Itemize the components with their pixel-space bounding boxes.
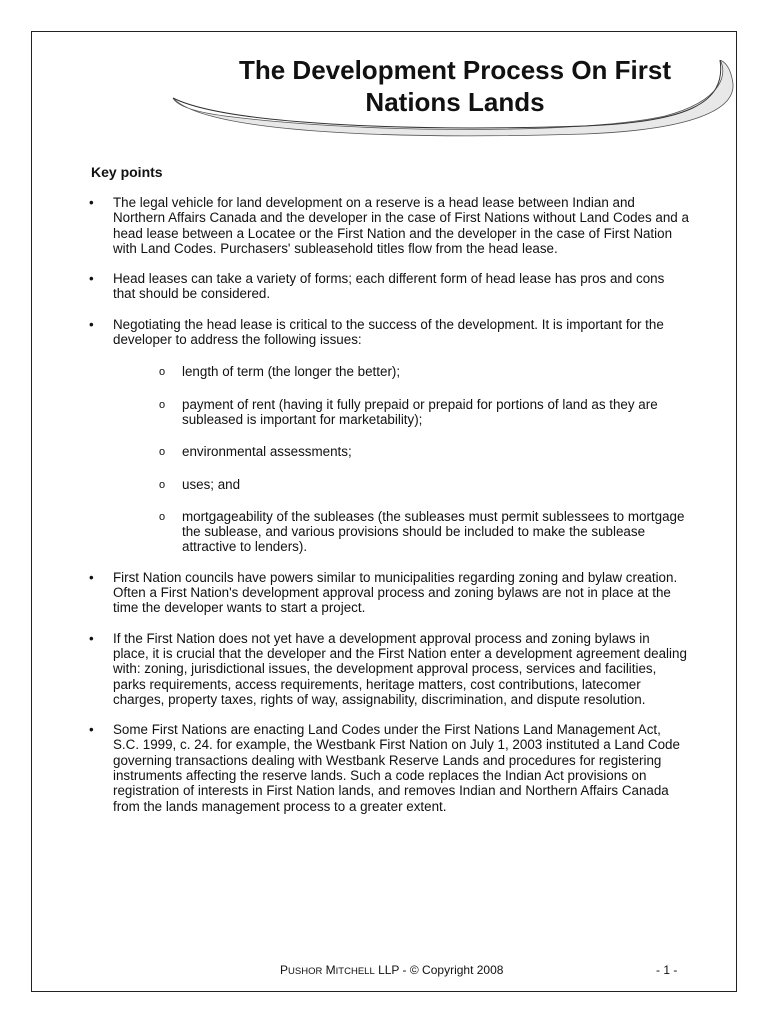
sublist-item-text: mortgageability of the subleases (the subleases must permit sublessees to mortgage the sublease, and various provisions should be included to make the sublease attractive to lenders). bbox=[182, 508, 685, 555]
list-item bbox=[89, 317, 689, 555]
list-item bbox=[89, 570, 689, 616]
sub-bullet-marker: o bbox=[159, 446, 166, 459]
sub-bullet-marker: o bbox=[159, 398, 166, 411]
sublist-item-text: uses; and bbox=[182, 476, 241, 492]
sub-bullet-marker: o bbox=[159, 366, 166, 379]
sublist-item bbox=[113, 364, 689, 379]
list-item bbox=[89, 631, 689, 707]
title-line-2: Nations Lands bbox=[365, 87, 545, 117]
key-points-list bbox=[89, 195, 689, 829]
bullet-marker: • bbox=[89, 630, 94, 646]
bullet-marker: • bbox=[89, 316, 94, 332]
title-line-1: The Development Process On First bbox=[238, 55, 671, 85]
list-item-text: The legal vehicle for land development on a reserve is a head lease between Indian and Northern Affairs Canada and the developer in the case of First Nations without Land Codes and a head lease between a Locatee or the First Nation and the developer in the case of First Nation with Land Codes. Purchasers' subleasehold titles flow from the head lease. bbox=[113, 195, 689, 256]
page-number: - 1 - bbox=[656, 963, 678, 977]
page-footer bbox=[280, 963, 503, 979]
list-item bbox=[89, 195, 689, 256]
sublist-item bbox=[113, 444, 689, 459]
bullet-marker: • bbox=[89, 722, 94, 738]
list-item bbox=[89, 271, 689, 302]
sublist-item bbox=[113, 397, 689, 428]
sublist-item-text: environmental assessments; bbox=[182, 444, 352, 460]
sub-bullet-marker: o bbox=[159, 478, 166, 491]
sublist-item-text: payment of rent (having it fully prepaid or prepaid for portions of land as they are subleased is important for marketability); bbox=[182, 396, 658, 427]
sublist-item bbox=[113, 509, 689, 555]
firm-name: PUSHOR MITCHELL bbox=[280, 963, 375, 977]
page-title bbox=[200, 54, 710, 118]
copyright-text: LLP - © Copyright 2008 bbox=[374, 963, 504, 977]
list-item bbox=[89, 722, 689, 814]
issues-sublist bbox=[113, 364, 689, 554]
list-item-text: Some First Nations are enacting Land Codes under the First Nations Land Management Act, S.C. 1999, c. 24. for example, the Westbank First Nation on July 1, 2003 instituted a Land Code governing transactions dealing with Westbank Reserve Lands and procedures for registering instruments affecting the reserve lands. Such a code replaces the Indian Act provisions on registration of interests in First Nation lands, and removes Indian and Northern Affairs Canada from the lands management process to a greater extent. bbox=[113, 722, 680, 814]
list-item-text: Negotiating the head lease is critical to the success of the development. It is important for the developer to address the following issues: bbox=[113, 316, 664, 348]
sub-bullet-marker: o bbox=[159, 510, 166, 523]
bullet-marker: • bbox=[89, 569, 94, 585]
list-item-text: If the First Nation does not yet have a development approval process and zoning bylaws in place, it is crucial that the developer and the First Nation enter a development agreement dealing with: zoning, jurisdictional issues, the development approval process, services and facilities, parks requirements, access requirements, heritage matters, cost contributions, latecomer charges, property taxes, rights of way, assignability, discrimination, and dispute resolution. bbox=[113, 630, 687, 707]
key-points-heading: Key points bbox=[91, 164, 163, 180]
list-item-text: First Nation councils have powers similar to municipalities regarding zoning and bylaw creation. Often a First Nation's development approval process and zoning bylaws are not in place at the time the developer wants to start a project. bbox=[113, 569, 678, 616]
sublist-item bbox=[113, 477, 689, 492]
bullet-marker: • bbox=[89, 195, 94, 210]
sublist-item-text: length of term (the longer the better); bbox=[182, 364, 401, 380]
list-item-text: Head leases can take a variety of forms; each different form of head lease has pros and cons that should be considered. bbox=[113, 271, 665, 302]
bullet-marker: • bbox=[89, 271, 94, 287]
